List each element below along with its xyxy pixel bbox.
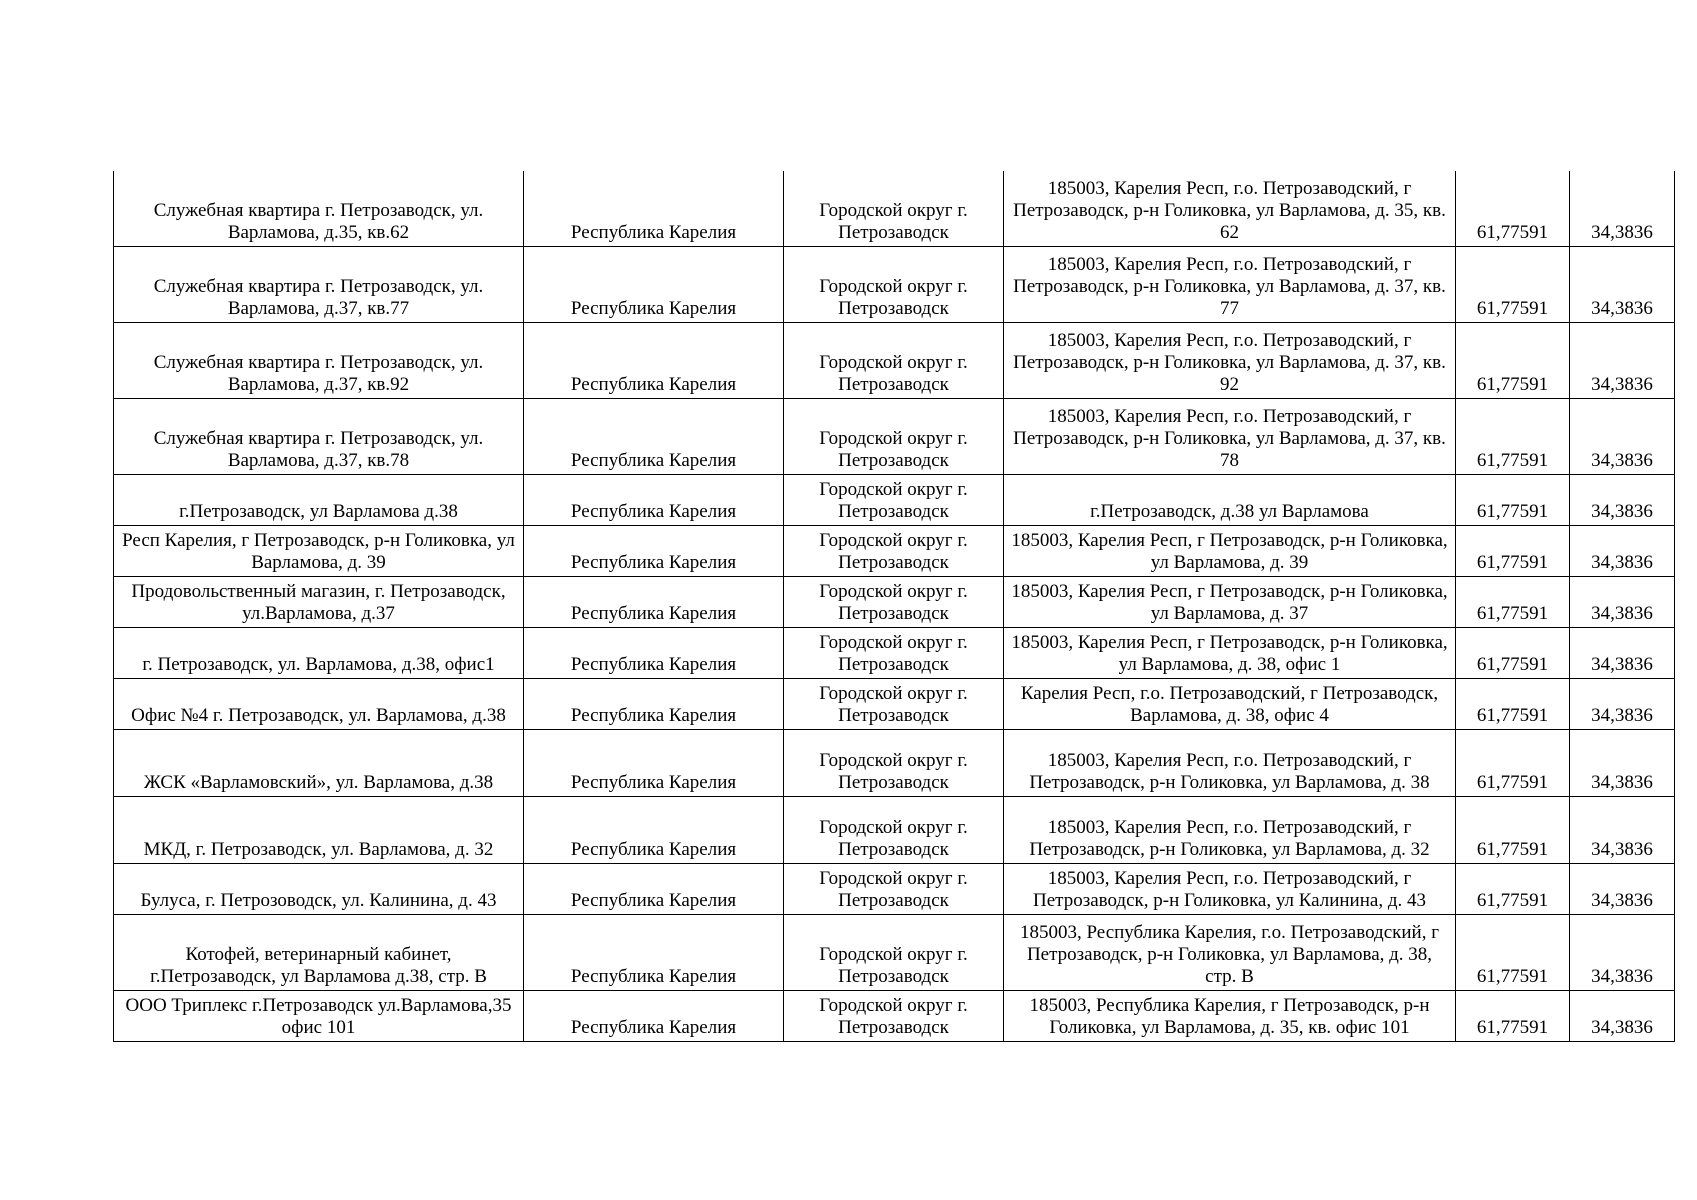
address-cell: 185003, Карелия Респ, г.о. Петрозаводский, г Петрозаводск, р-н Голиковка, ул Варламова, д. 38 — [1004, 730, 1456, 797]
region-cell: Республика Карелия — [524, 679, 784, 730]
region-cell: Республика Карелия — [524, 526, 784, 577]
longitude-cell: 34,3836 — [1570, 730, 1675, 797]
longitude-cell: 34,3836 — [1570, 171, 1675, 247]
address-cell: 185003, Карелия Респ, г.о. Петрозаводский, г Петрозаводск, р-н Голиковка, ул Варламова, д. 35, кв. 62 — [1004, 171, 1456, 247]
table-row — [114, 526, 1675, 577]
object-name-cell: г.Петрозаводск, ул Варламова д.38 — [114, 475, 524, 526]
object-name-cell: Служебная квартира г. Петрозаводск, ул. Варламова, д.37, кв.78 — [114, 399, 524, 475]
longitude-cell: 34,3836 — [1570, 526, 1675, 577]
latitude-cell: 61,77591 — [1456, 797, 1570, 864]
latitude-cell: 61,77591 — [1456, 730, 1570, 797]
table-row — [114, 797, 1675, 864]
district-cell: Городской округ г. Петрозаводск — [784, 475, 1004, 526]
latitude-cell: 61,77591 — [1456, 171, 1570, 247]
region-cell: Республика Карелия — [524, 399, 784, 475]
object-name-cell: ЖСК «Варламовский», ул. Варламова, д.38 — [114, 730, 524, 797]
table-row — [114, 628, 1675, 679]
district-cell: Городской округ г. Петрозаводск — [784, 526, 1004, 577]
object-name-cell: Продовольственный магазин, г. Петрозаводск, ул.Варламова, д.37 — [114, 577, 524, 628]
latitude-cell: 61,77591 — [1456, 679, 1570, 730]
district-cell: Городской округ г. Петрозаводск — [784, 915, 1004, 991]
object-name-cell: Булуса, г. Петрозоводск, ул. Калинина, д. 43 — [114, 864, 524, 915]
object-name-cell: Служебная квартира г. Петрозаводск, ул. Варламова, д.37, кв.77 — [114, 247, 524, 323]
latitude-cell: 61,77591 — [1456, 323, 1570, 399]
object-name-cell: МКД, г. Петрозаводск, ул. Варламова, д. 32 — [114, 797, 524, 864]
longitude-cell: 34,3836 — [1570, 797, 1675, 864]
latitude-cell: 61,77591 — [1456, 526, 1570, 577]
district-cell: Городской округ г. Петрозаводск — [784, 247, 1004, 323]
district-cell: Городской округ г. Петрозаводск — [784, 323, 1004, 399]
object-name-cell: Респ Карелия, г Петрозаводск, р-н Голиковка, ул Варламова, д. 39 — [114, 526, 524, 577]
address-cell: 185003, Карелия Респ, г.о. Петрозаводский, г Петрозаводск, р-н Голиковка, ул Калинина, д. 43 — [1004, 864, 1456, 915]
object-name-cell: Служебная квартира г. Петрозаводск, ул. Варламова, д.35, кв.62 — [114, 171, 524, 247]
region-cell: Республика Карелия — [524, 915, 784, 991]
longitude-cell: 34,3836 — [1570, 475, 1675, 526]
region-cell: Республика Карелия — [524, 864, 784, 915]
table-row — [114, 323, 1675, 399]
latitude-cell: 61,77591 — [1456, 577, 1570, 628]
address-cell: 185003, Карелия Респ, г Петрозаводск, р-н Голиковка, ул Варламова, д. 38, офис 1 — [1004, 628, 1456, 679]
region-cell: Республика Карелия — [524, 323, 784, 399]
district-cell: Городской округ г. Петрозаводск — [784, 679, 1004, 730]
address-cell: 185003, Карелия Респ, г.о. Петрозаводский, г Петрозаводск, р-н Голиковка, ул Варламова, д. 37, кв. 92 — [1004, 323, 1456, 399]
address-cell: 185003, Карелия Респ, г Петрозаводск, р-н Голиковка, ул Варламова, д. 39 — [1004, 526, 1456, 577]
table-row — [114, 991, 1675, 1042]
table-row — [114, 864, 1675, 915]
table-row — [114, 730, 1675, 797]
latitude-cell: 61,77591 — [1456, 475, 1570, 526]
region-cell: Республика Карелия — [524, 171, 784, 247]
address-cell: 185003, Карелия Респ, г Петрозаводск, р-н Голиковка, ул Варламова, д. 37 — [1004, 577, 1456, 628]
latitude-cell: 61,77591 — [1456, 991, 1570, 1042]
object-name-cell: Офис №4 г. Петрозаводск, ул. Варламова, д.38 — [114, 679, 524, 730]
latitude-cell: 61,77591 — [1456, 628, 1570, 679]
table-row — [114, 915, 1675, 991]
object-name-cell: г. Петрозаводск, ул. Варламова, д.38, офис1 — [114, 628, 524, 679]
longitude-cell: 34,3836 — [1570, 577, 1675, 628]
address-cell: 185003, Республика Карелия, г Петрозаводск, р-н Голиковка, ул Варламова, д. 35, кв. офис 101 — [1004, 991, 1456, 1042]
table-row — [114, 171, 1675, 247]
district-cell: Городской округ г. Петрозаводск — [784, 797, 1004, 864]
latitude-cell: 61,77591 — [1456, 915, 1570, 991]
longitude-cell: 34,3836 — [1570, 679, 1675, 730]
latitude-cell: 61,77591 — [1456, 399, 1570, 475]
district-cell: Городской округ г. Петрозаводск — [784, 864, 1004, 915]
table-row — [114, 247, 1675, 323]
district-cell: Городской округ г. Петрозаводск — [784, 171, 1004, 247]
longitude-cell: 34,3836 — [1570, 399, 1675, 475]
table-row — [114, 679, 1675, 730]
region-cell: Республика Карелия — [524, 577, 784, 628]
district-cell: Городской округ г. Петрозаводск — [784, 577, 1004, 628]
region-cell: Республика Карелия — [524, 730, 784, 797]
district-cell: Городской округ г. Петрозаводск — [784, 991, 1004, 1042]
address-cell: 185003, Республика Карелия, г.о. Петрозаводский, г Петрозаводск, р-н Голиковка, ул Варламова, д. 38, стр. В — [1004, 915, 1456, 991]
region-cell: Республика Карелия — [524, 475, 784, 526]
table-row — [114, 577, 1675, 628]
region-cell: Республика Карелия — [524, 247, 784, 323]
region-cell: Республика Карелия — [524, 628, 784, 679]
longitude-cell: 34,3836 — [1570, 991, 1675, 1042]
latitude-cell: 61,77591 — [1456, 864, 1570, 915]
object-name-cell: Служебная квартира г. Петрозаводск, ул. Варламова, д.37, кв.92 — [114, 323, 524, 399]
object-name-cell: ООО Триплекс г.Петрозаводск ул.Варламова,35 офис 101 — [114, 991, 524, 1042]
region-cell: Республика Карелия — [524, 797, 784, 864]
longitude-cell: 34,3836 — [1570, 247, 1675, 323]
longitude-cell: 34,3836 — [1570, 864, 1675, 915]
table-row — [114, 399, 1675, 475]
district-cell: Городской округ г. Петрозаводск — [784, 730, 1004, 797]
latitude-cell: 61,77591 — [1456, 247, 1570, 323]
object-name-cell: Котофей, ветеринарный кабинет, г.Петрозаводск, ул Варламова д.38, стр. В — [114, 915, 524, 991]
table-row — [114, 475, 1675, 526]
address-cell: 185003, Карелия Респ, г.о. Петрозаводский, г Петрозаводск, р-н Голиковка, ул Варламова, д. 32 — [1004, 797, 1456, 864]
district-cell: Городской округ г. Петрозаводск — [784, 399, 1004, 475]
address-cell: Карелия Респ, г.о. Петрозаводский, г Петрозаводск, Варламова, д. 38, офис 4 — [1004, 679, 1456, 730]
region-cell: Республика Карелия — [524, 991, 784, 1042]
registry-table — [113, 171, 1675, 1042]
address-cell: 185003, Карелия Респ, г.о. Петрозаводский, г Петрозаводск, р-н Голиковка, ул Варламова, д. 37, кв. 78 — [1004, 399, 1456, 475]
address-cell: 185003, Карелия Респ, г.о. Петрозаводский, г Петрозаводск, р-н Голиковка, ул Варламова, д. 37, кв. 77 — [1004, 247, 1456, 323]
address-cell: г.Петрозаводск, д.38 ул Варламова — [1004, 475, 1456, 526]
longitude-cell: 34,3836 — [1570, 628, 1675, 679]
longitude-cell: 34,3836 — [1570, 915, 1675, 991]
longitude-cell: 34,3836 — [1570, 323, 1675, 399]
district-cell: Городской округ г. Петрозаводск — [784, 628, 1004, 679]
